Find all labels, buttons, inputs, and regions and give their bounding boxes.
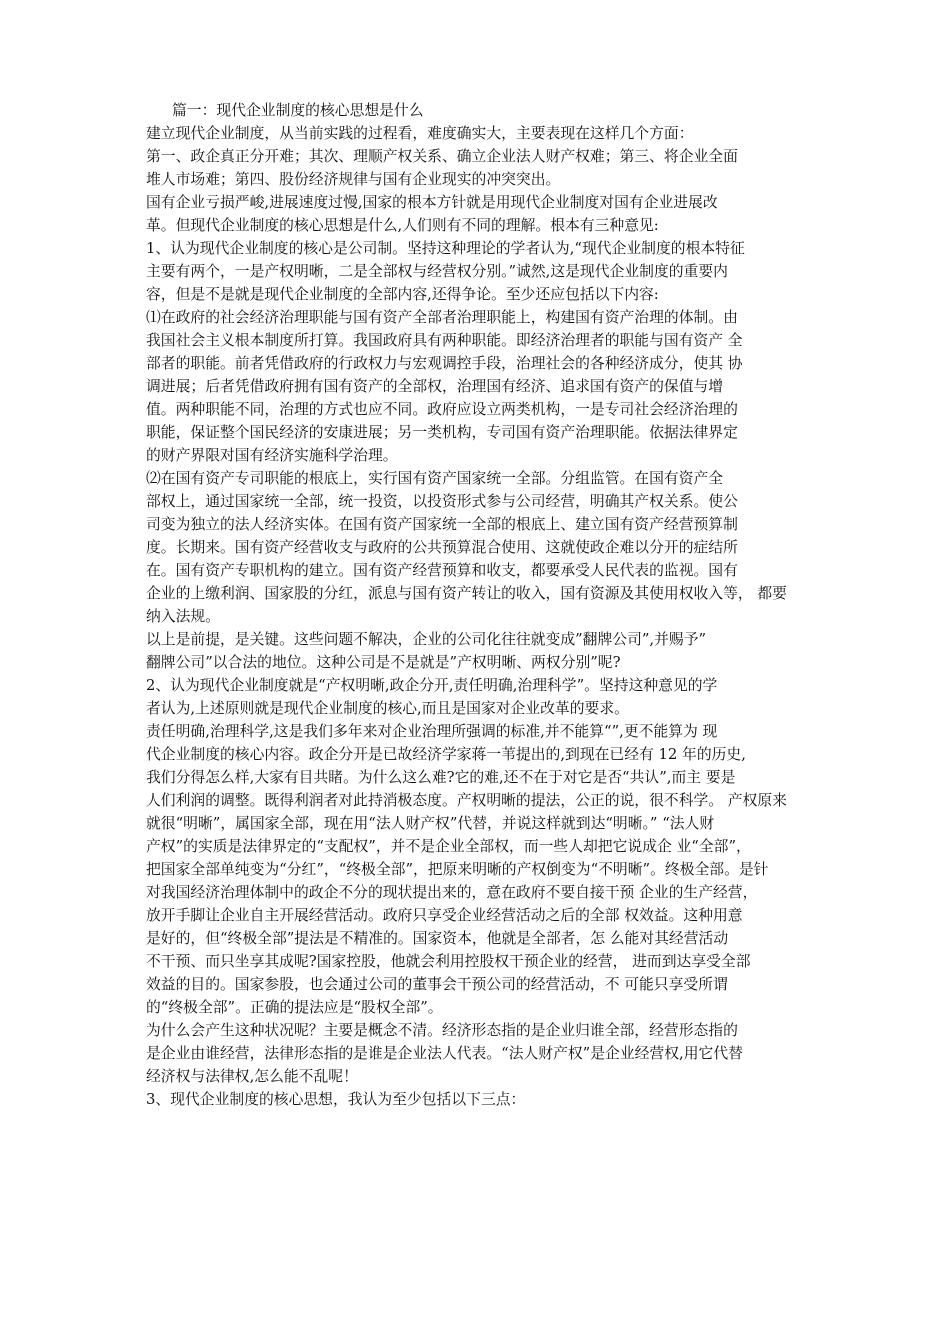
text-line: ⑵在国有资产专司职能的根底上，实行国有资产国家统一全部。分组监管。在国有资产全 [146, 470, 724, 487]
text-line: 度。长期来。国有资产经营收支与政府的公共预算混合使用、这就使政企难以分开的症结所 [146, 539, 738, 556]
text-line: 容，但是不是就是现代企业制度的全部内容,还得争论。至少还应包括以下内容: [146, 286, 659, 303]
text-line: 在。国有资产专职机构的建立。国有资产经营预算和收支，都要承受人民代表的监视。国有 [146, 562, 738, 579]
text-line: 我们分得怎么样,大家有目共睹。为什么这么难?它的难,还不在于对它是否“共认”,而主 要是 [146, 769, 736, 786]
document-title: 篇一：现代企业制度的核心思想是什么 [172, 102, 424, 119]
text-line: 责任明确,治理科学,这是我们多年来对企业治理所强调的标准,并不能算“”,更不能算为 现 [146, 723, 718, 740]
text-line: 的“终极全部”。正确的提法应是“股权全部”。 [146, 999, 443, 1016]
text-line: 调进展；后者凭借政府拥有国有资产的全部权，治理国有经济、追求国有资产的保值与增 [146, 378, 724, 395]
text-line: 值。两种职能不同，治理的方式也应不同。政府应设立两类机构，一是专司社会经济治理的 [146, 401, 738, 418]
text-line: 建立现代企业制度，从当前实践的过程看，难度确实大，主要表现在这样几个方面： [146, 125, 694, 142]
text-line: 革。但现代企业制度的核心思想是什么,人们则有不同的理解。根本有三种意见: [146, 217, 659, 234]
text-line: 翻牌公司”以合法的地位。这种公司是不是就是”产权明晰、两权分别”呢? [146, 654, 621, 671]
text-line: 的财产界限对国有经济实施科学治理。 [146, 447, 398, 464]
text-line: 经济权与法律权,怎么能不乱呢！ [146, 1068, 358, 1085]
text-line: 1、认为现代企业制度的核心是公司制。坚持这种理论的学者认为,“现代企业制度的根本特征 [146, 240, 745, 257]
text-line: 国有企业亏损严峻,进展速度过慢,国家的根本方针就是用现代企业制度对国有企业进展改 [146, 194, 718, 211]
text-line: 部权上，通过国家统一全部，统一投资，以投资形式参与公司经营，明确其产权关系。使公 [146, 493, 738, 510]
text-line: 部者的职能。前者凭借政府的行政权力与宏观调控手段，治理社会的各种经济成分，使其 协 [146, 355, 743, 372]
text-line: 产权”的实质是法律界定的“支配权”，并不是企业全部权，而一些人却把它说成企 业“全部”， [146, 838, 751, 855]
text-line: 职能，保证整个国民经济的安康进展；另一类机构，专司国有资产治理职能。依据法律界定 [146, 424, 738, 441]
text-line: ⑴在政府的社会经济治理职能与国有资产全部者治理职能上，构建国有资产治理的体制。由 [146, 309, 738, 326]
text-line: 司变为独立的法人经济实体。在国有资产国家统一全部的根底上、建立国有资产经营预算制 [146, 516, 738, 533]
text-line: 以上是前提，是关键。这些问题不解决，企业的公司化往往就变成”翻牌公司”,并赐予” [146, 631, 707, 648]
text-line: 我国社会主义根本制度所打算。我国政府具有两种职能。即经济治理者的职能与国有资产 全 [146, 332, 743, 349]
text-line: 人们利润的调整。既得利润者对此持消极态度。产权明晰的提法，公正的说，很不科学。 产权原来 [146, 792, 787, 809]
text-line: 就很“明晰”，属国家全部，现在用“法人财产权”代替，并说这样就到达“明晰。” “法人财 [146, 815, 715, 832]
text-line: 是好的，但“终极全部”提法是不精准的。国家资本，他就是全部者，怎 么能对其经营活动 [146, 930, 729, 947]
text-line: 为什么会产生这种状况呢？主要是概念不清。经济形态指的是企业归谁全部，经营形态指的 [146, 1022, 738, 1039]
text-line: 3、现代企业制度的核心思想，我认为至少包括以下三点： [146, 1091, 526, 1108]
text-line: 是企业由谁经营，法律形态指的是谁是企业法人代表。“法人财产权”是企业经营权,用它代替 [146, 1045, 743, 1062]
text-line: 把国家全部单纯变为“分红”，“终极全部”，把原来明晰的产权倒变为“不明晰”。终极全部。是针 [146, 861, 769, 878]
text-line: 第一、政企真正分开难；其次、理顺产权关系、确立企业法人财产权难；第三、将企业全面 [146, 148, 738, 165]
text-line: 纳入法规。 [146, 608, 220, 625]
text-line: 2、认为现代企业制度就是“产权明晰,政企分开,责任明确,治理科学”。坚持这种意见的学 [146, 677, 718, 694]
text-line: 代企业制度的核心内容。政企分开是已故经济学家蒋一苇提出的,到现在已经有 12 年的历史, [146, 746, 746, 763]
text-line: 效益的目的。国家参股，也会通过公司的董事会干预公司的经营活动，不 可能只享受所谓 [146, 976, 728, 993]
text-line: 放开手脚让企业自主开展经营活动。政府只享受企业经营活动之后的全部 权效益。这种用意 [146, 907, 743, 924]
text-line: 对我国经济治理体制中的政企不分的现状提出来的，意在政府不要自接干预 企业的生产经营， [146, 884, 758, 901]
text-line: 者认为,上述原则就是现代企业制度的核心,而且是国家对企业改革的要求。 [146, 700, 629, 717]
text-line: 不干预、而只坐享其成呢?国家控股，他就会利用控股权干预企业的经营， 进而到达享受全部 [146, 953, 751, 970]
text-line: 堆人市场难；第四、股份经济规律与国有企业现实的冲突突出。 [146, 171, 561, 188]
text-line: 企业的上缴利润、国家股的分红，派息与国有资产转让的收入，国有资源及其使用权收入等， 都要 [146, 585, 787, 602]
text-line: 主要有两个，一是产权明晰，二是全部权与经营权分别。”诚然,这是现代企业制度的重要内 [146, 263, 728, 280]
